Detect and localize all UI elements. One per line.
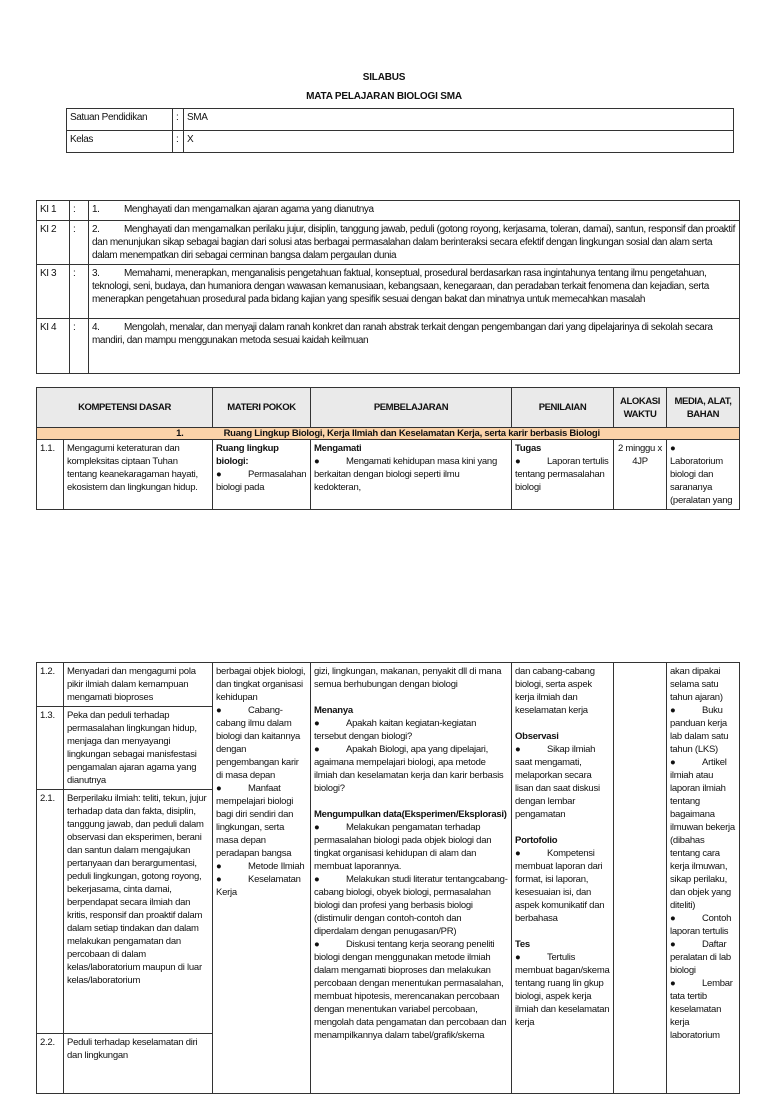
ki-num: 3. [92, 268, 100, 279]
ki-sep: : [70, 221, 89, 265]
bullet-icon: ● [670, 705, 676, 716]
pen-heading: Tugas [515, 443, 542, 454]
bullet-icon: ● [515, 952, 521, 963]
kd-number: 2.1. [37, 790, 64, 1034]
materi-item: Cabang-cabang ilmu dalam biologi dan kaitannya dengan pengembangan karir di masa depan [216, 705, 301, 781]
bullet-icon: ● [314, 456, 320, 467]
ki-content [89, 265, 740, 319]
media-item: Buku panduan kerja lab dalam satu tahun (LKS) [670, 705, 729, 755]
menanya-item: Apakah Biologi, apa yang dipelajari, agaimana mempelajari biologi, apa metode ilmiah dan keselamatan kerja dan karir berbasis biologi? [314, 744, 504, 794]
media-item: Artikel ilmiah atau laporan ilmiah tentang bagaimana ilmuwan bekerja (dibahas tentang cara kerja ilmuwan, sikap perilaku, dan objek yang diteliti) [670, 757, 735, 911]
info-row [67, 109, 734, 131]
bullet-icon: ● [515, 744, 521, 755]
section-num: 1. [176, 428, 184, 439]
info-sep: : [173, 131, 184, 153]
tes-heading: Tes [515, 939, 530, 950]
ki-text: Memahami, menerapkan, menganalisis pengetahuan faktual, konseptual, prosedural berdasarkan rasa ingintahunya tentang ilmu pengetahuan, teknologi, seni, budaya, dan humaniora dengan wawasan kemanusiaan, kebangsaan, kenegaraan, dan peradaban terkait fenomena dan kejadian, serta menerapkan pengetahuan prosedural pada bidang kajian yang spesifik sesuai dengan bakat dan minatnya untuk memecahkan masalah [92, 268, 709, 305]
ki-label: KI 3 [37, 265, 70, 319]
pembelajaran-cell [311, 440, 512, 510]
bullet-icon: ● [216, 469, 222, 480]
bullet-icon: ● [670, 978, 676, 989]
penilaian-cell [512, 440, 614, 510]
media-item: Contoh laporan tertulis [670, 913, 732, 937]
ki-sep: : [70, 201, 89, 221]
table-row [37, 440, 740, 510]
document-title: SILABUS [362, 72, 406, 83]
bullet-icon: ● [515, 456, 521, 467]
syllabus-table-page2 [36, 662, 740, 1094]
ki-content [89, 221, 740, 265]
bullet-icon: ● [314, 939, 320, 950]
penilaian-cell [512, 663, 614, 1094]
ki-row [37, 201, 740, 221]
kd-text: Menyadari dan mengagumi pola pikir ilmiah dalam kemampuan mengamati bioproses [64, 663, 213, 707]
info-label: Satuan Pendidikan [67, 109, 173, 131]
header-media: MEDIA, ALAT, BAHAN [667, 388, 740, 428]
bullet-icon: ● [670, 443, 676, 454]
materi-cell [213, 663, 311, 1094]
pembelajaran-cell [311, 663, 512, 1094]
ki-num: 4. [92, 322, 100, 333]
ki-sep: : [70, 265, 89, 319]
section-text: Ruang Lingkup Biologi, Kerja Ilmiah dan Keselamatan Kerja, serta karir berbasis Biologi [223, 428, 600, 439]
kd-number: 1.2. [37, 663, 64, 707]
header-row [37, 388, 740, 428]
kd-number: 1.1. [37, 440, 64, 510]
bullet-icon: ● [670, 913, 676, 924]
ki-sep: : [70, 319, 89, 374]
materi-item: Keselamatan Kerja [216, 874, 301, 898]
ki-label: KI 2 [37, 221, 70, 265]
materi-cell [213, 440, 311, 510]
pemb-intro: gizi, lingkungan, makanan, penyakit dll di mana semua berhubungan dengan biologi [314, 666, 502, 690]
syllabus-table-page1 [36, 387, 740, 510]
ki-num: 2. [92, 224, 100, 235]
section-row [37, 428, 740, 440]
bullet-icon: ● [314, 822, 320, 833]
media-intro: akan dipakai selama satu tahun ajaran) [670, 666, 723, 703]
pemb-heading: Mengamati [314, 443, 362, 454]
pemb-item: Mengamati kehidupan masa kini yang berkaitan dengan biologi seperti ilmu kedokteran, [314, 456, 497, 493]
tes-item: Tertulis membuat bagan/skema tentang ruang lin gkup biologi, aspek kerja ilmiah dan keselamatan kerja [515, 952, 610, 1028]
ki-num: 1. [92, 204, 100, 215]
header-penilaian: PENILAIAN [512, 388, 614, 428]
portofolio-heading: Portofolio [515, 835, 558, 846]
ki-label: KI 1 [37, 201, 70, 221]
kd-number: 2.2. [37, 1034, 64, 1094]
header-materi-pokok: MATERI POKOK [213, 388, 311, 428]
ki-content [89, 319, 740, 374]
ki-row [37, 319, 740, 374]
section-title [37, 428, 740, 440]
portofolio-item: Kompetensi membuat laporan dari format, isi laporan, kesesuaian isi, dan aspek komunikatif dan berbahasa [515, 848, 605, 924]
info-row [67, 131, 734, 153]
media-item: Lembar tata tertib keselamatan kerja laboratorium [670, 978, 733, 1041]
pen-item: Laporan tertulis tentang permasalahan biologi [515, 456, 609, 493]
kd-text: Peduli terhadap keselamatan diri dan lingkungan [64, 1034, 213, 1094]
media-item: Daftar peralatan di lab biologi [670, 939, 731, 976]
table-row [37, 663, 740, 707]
media-cell [667, 663, 740, 1094]
materi-heading: Ruang lingkup biologi: [216, 443, 279, 467]
header-kompetensi-dasar: KOMPETENSI DASAR [37, 388, 213, 428]
pen-intro: dan cabang-cabang biologi, serta aspek kerja ilmiah dan keselamatan kerja [515, 666, 595, 716]
ki-text: Mengolah, menalar, dan menyaji dalam ranah konkret dan ranah abstrak terkait dengan pengembangan dari yang dipelajarinya di sekolah secara mandiri, dan mampu menggunakan metoda sesuai kaidah keilmuan [92, 322, 713, 346]
data-item: Melakukan pengamatan terhadap permasalahan biologi pada objek biologi dan tingkat organisasi kehidupan di alam dan membuat laporannya. [314, 822, 492, 872]
bullet-icon: ● [216, 874, 222, 885]
info-value: SMA [184, 109, 734, 131]
data-heading: Mengumpulkan data(Eksperimen/Eksplorasi) [314, 809, 507, 820]
observasi-heading: Observasi [515, 731, 559, 742]
ki-content [89, 201, 740, 221]
materi-item: Permasalahan biologi pada [216, 469, 307, 493]
bullet-icon: ● [216, 705, 222, 716]
bullet-icon: ● [314, 718, 320, 729]
kd-text: Peka dan peduli terhadap permasalahan lingkungan hidup, menjaga dan menyayangi lingkungan sebagai manisfestasi pengamalan ajaran agama yang dianutnya [64, 707, 213, 790]
info-label: Kelas [67, 131, 173, 153]
info-sep: : [173, 109, 184, 131]
bullet-icon: ● [670, 939, 676, 950]
data-item: Diskusi tentang kerja seorang peneliti biologi dengan menggunakan metode ilmiah dalam mengamati bioproses dan melakukan percobaan dengan menentukan permasalahan, membuat hipotesis, merencanakan percobaan dengan menentukan variabel percobaan, mengolah data pengamatan dan percobaan dan menampilkannya dalam tabel/grafik/skema [314, 939, 507, 1041]
ki-text: Menghayati dan mengamalkan perilaku jujur, disiplin, tanggung jawab, peduli (gotong royong, kerjasama, toleran, damai), santun, responsif dan proaktif dan menunjukan sikap sebagai bagian dari solusi atas berbagai permasalahan dalam berinteraksi secara efektif dengan lingkungan sosial dan alam serta dalam menempatkan diri sebagai cerminan bangsa dalam pergaulan dunia [92, 224, 735, 261]
ki-table [36, 200, 740, 374]
ki-label: KI 4 [37, 319, 70, 374]
materi-item: Metode Ilmiah [248, 861, 305, 872]
alokasi-cell [614, 663, 667, 1094]
bullet-icon: ● [515, 848, 521, 859]
bullet-icon: ● [216, 861, 222, 872]
alokasi-value: 2 minggu x 4JP [614, 440, 667, 510]
bullet-icon: ● [670, 757, 676, 768]
ki-row [37, 265, 740, 319]
info-table [66, 108, 734, 153]
media-cell [667, 440, 740, 510]
data-item: Melakukan studi literatur tentangcabang-cabang biologi, obyek biologi, permasalahan biologi dan profesi yang berbasis biologi (distimulir dengan contoh-contoh dan diperdalam dengan penugasan/PR) [314, 874, 508, 937]
document-subtitle: MATA PELAJARAN BIOLOGI SMA [306, 91, 462, 102]
kd-text: Berperilaku ilmiah: teliti, tekun, jujur terhadap data dan fakta, disiplin, tanggung jawab, dan peduli dalam observasi dan eksperimen, berani dan santun dalam mengajukan pertanyaan dan berargumentasi, peduli lingkungan, gotong royong, bekerjasama, cinta damai, berpendapat secara ilmiah dan kritis, responsif dan proaktif dalam dalam setiap tindakan dan dalam melakukan pengamatan dan percobaan di dalam kelas/laboratorium maupun di luar kelas/laboratorium [64, 790, 213, 1034]
header-alokasi-waktu: ALOKASI WAKTU [614, 388, 667, 428]
bullet-icon: ● [216, 783, 222, 794]
ki-row [37, 221, 740, 265]
header-pembelajaran: PEMBELAJARAN [311, 388, 512, 428]
bullet-icon: ● [314, 874, 320, 885]
kd-number: 1.3. [37, 707, 64, 790]
media-item: Laboratorium biologi dan sarananya (peralatan yang [670, 456, 733, 506]
materi-item: Manfaat mempelajari biologi bagi diri sendiri dan lingkungan, serta masa depan peradapan bangsa [216, 783, 294, 859]
menanya-item: Apakah kaitan kegiatan-kegiatan tersebut dengan biologi? [314, 718, 477, 742]
bullet-icon: ● [314, 744, 320, 755]
menanya-heading: Menanya [314, 705, 353, 716]
info-value: X [184, 131, 734, 153]
kd-text: Mengagumi keteraturan dan kompleksitas ciptaan Tuhan tentang keanekaragaman hayati, ekosistem dan lingkungan hidup. [64, 440, 213, 510]
observasi-item: Sikap ilmiah saat mengamati, melaporkan secara lisan dan saat diskusi dengan lembar pengamatan [515, 744, 600, 820]
materi-intro: berbagai objek biologi, dan tingkat organisasi kehidupan [216, 666, 306, 703]
ki-text: Menghayati dan mengamalkan ajaran agama yang dianutnya [124, 204, 374, 215]
